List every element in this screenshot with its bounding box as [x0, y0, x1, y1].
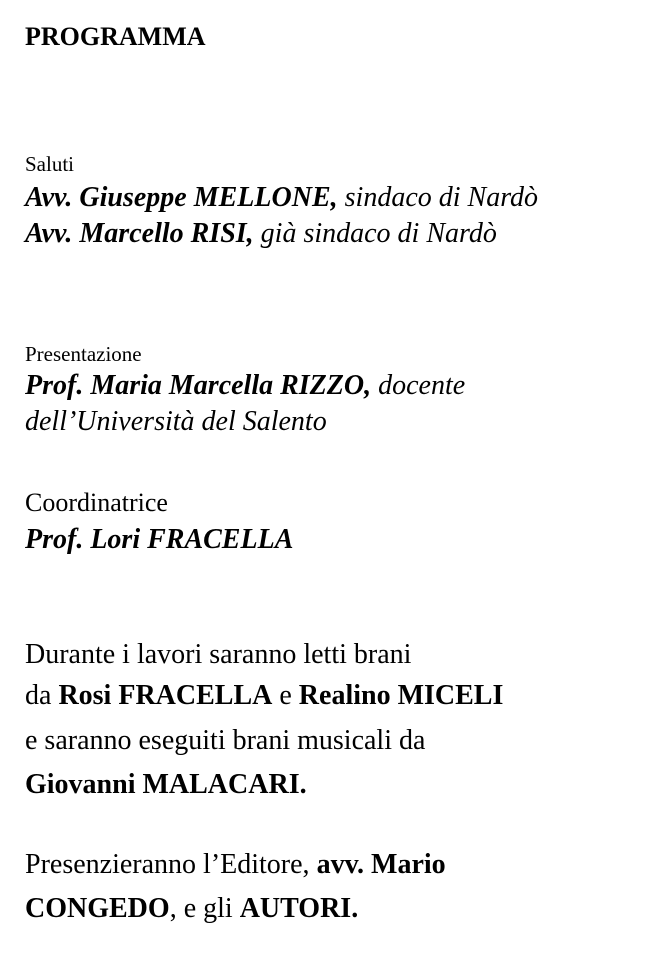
durante-line-3: e saranno eseguiti brani musicali da — [25, 725, 426, 756]
presenzieranno-line-1 — [25, 841, 635, 888]
reader-name-1: Rosi FRACELLA — [58, 680, 273, 711]
coordinatrice-heading: Coordinatrice — [25, 488, 168, 517]
presentazione-line-1 — [25, 368, 635, 404]
authors-label: AUTORI. — [239, 893, 359, 924]
speaker-name: Avv. Marcello RISI, — [25, 218, 254, 249]
saluti-heading: Saluti — [25, 152, 75, 176]
program-page — [25, 0, 635, 968]
text-segment: e — [272, 680, 299, 711]
musician-name: Giovanni MALACARI. — [25, 769, 307, 800]
editor-surname: CONGEDO — [25, 893, 170, 924]
speaker-role: sindaco di Nardò — [337, 182, 539, 213]
durante-line-2 — [25, 672, 635, 719]
presenzieranno-line-2 — [25, 885, 635, 932]
page-title: PROGRAMMA — [25, 22, 206, 51]
text-segment: da — [25, 680, 59, 711]
text-segment: , e gli — [169, 893, 240, 924]
durante-line-1: Durante i lavori saranno letti brani — [25, 639, 412, 670]
reader-name-2: Realino MICELI — [298, 680, 504, 711]
presenter-role: docente — [371, 370, 466, 401]
speaker-role: già sindaco di Nardò — [253, 218, 497, 249]
coordinatrice-name: Prof. Lori FRACELLA — [25, 524, 294, 555]
presentazione-heading: Presentazione — [25, 342, 142, 366]
saluti-speaker-1 — [25, 180, 635, 216]
saluti-speaker-2 — [25, 216, 635, 252]
presentazione-line-2: dell’Università del Salento — [25, 406, 327, 437]
presenter-name: Prof. Maria Marcella RIZZO, — [25, 370, 372, 401]
text-segment: Presenzieranno l’Editore, — [25, 849, 317, 880]
editor-name: avv. Mario — [316, 849, 446, 880]
speaker-name: Avv. Giuseppe MELLONE, — [25, 182, 338, 213]
